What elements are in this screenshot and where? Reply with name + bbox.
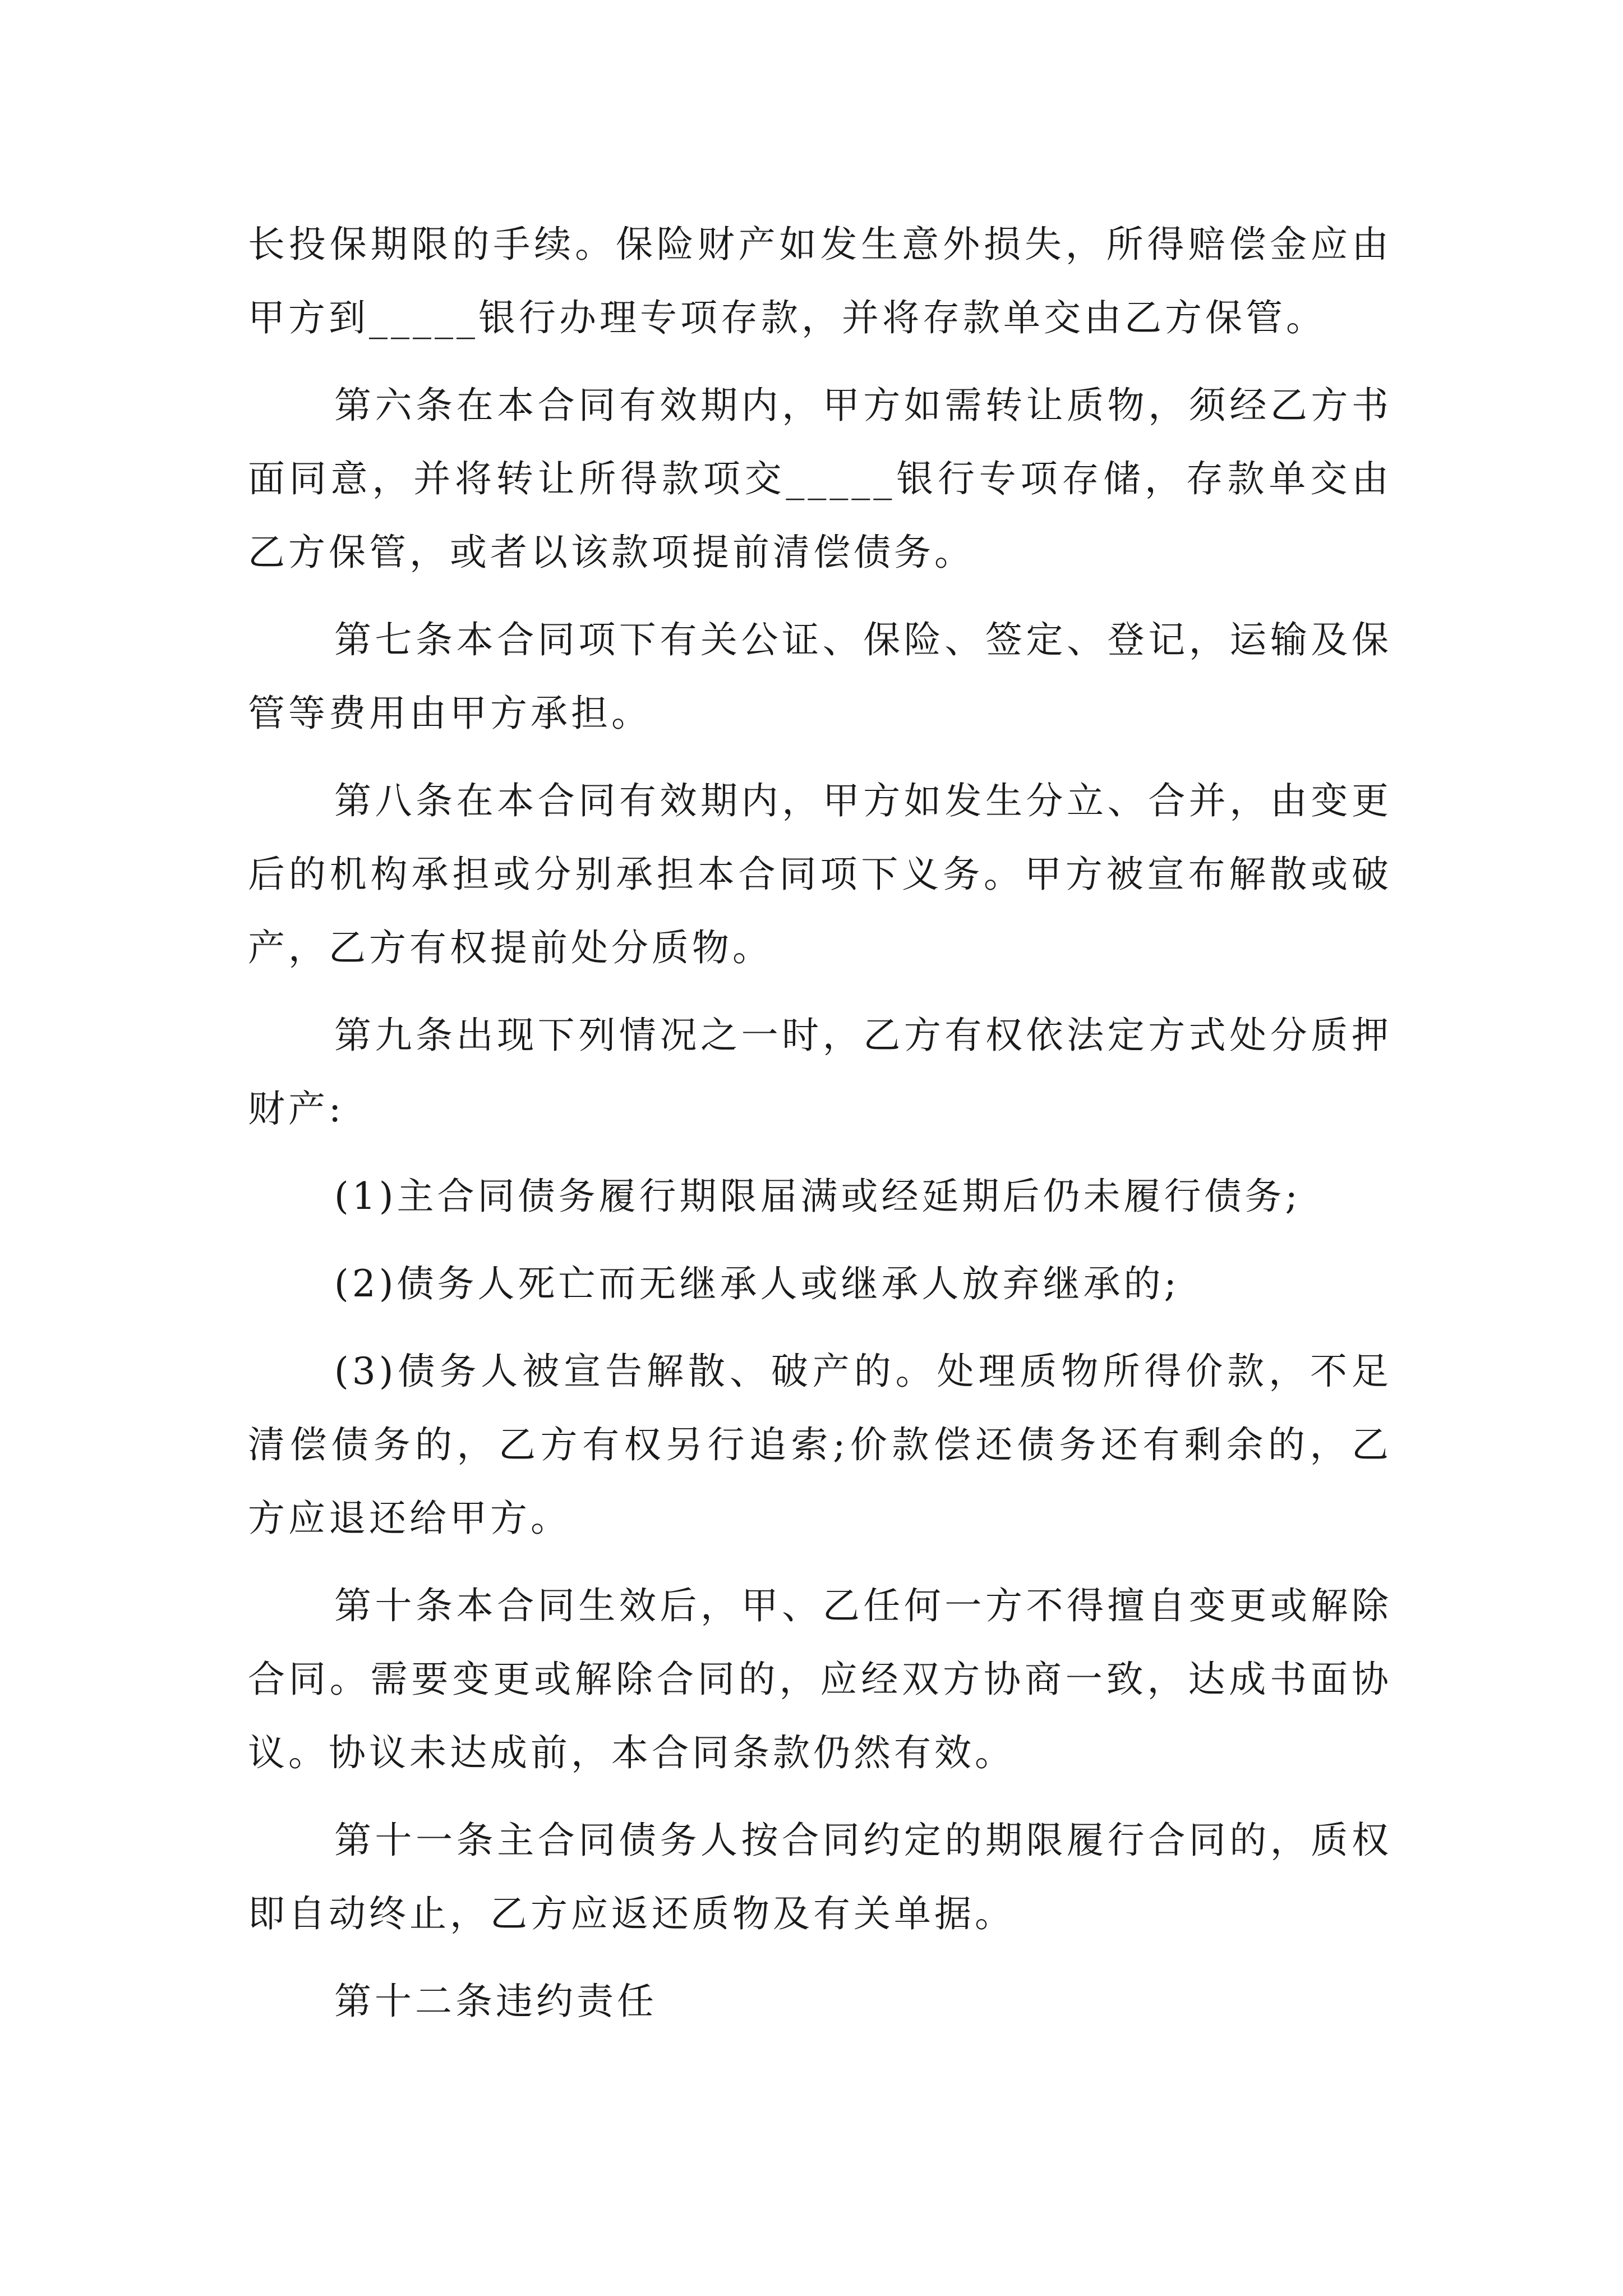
- list-item-2: (2)债务人死亡而无继承人或继承人放弃继承的;: [334, 1262, 1180, 1305]
- paragraph-article-9: 第九条出现下列情况之一时，乙方有权依法定方式处分质押财产:: [248, 1014, 1392, 1130]
- paragraph-article-12-heading: 第十二条违约责任: [334, 1980, 657, 2023]
- paragraph-article-7: 第七条本合同项下有关公证、保险、签定、登记，运输及保管等费用由甲方承担。: [248, 618, 1392, 735]
- paragraph-insurance-continuation: 长投保期限的手续。保险财产如发生意外损失，所得赔偿金应由甲方到_____银行办理专项存款，并将存款单交由乙方保管。: [248, 223, 1392, 339]
- paragraph-article-8: 第八条在本合同有效期内，甲方如发生分立、合并，由变更后的机构承担或分别承担本合同项下义务。甲方被宣布解散或破产，乙方有权提前处分质物。: [248, 779, 1392, 969]
- paragraph-article-6: 第六条在本合同有效期内，甲方如需转让质物，须经乙方书面同意，并将转让所得款项交_____银行专项存储，存款单交由乙方保管，或者以该款项提前清偿债务。: [248, 384, 1392, 574]
- list-item-3: (3)债务人被宣告解散、破产的。处理质物所得价款，不足清偿债务的，乙方有权另行追索;价款偿还债务还有剩余的，乙方应退还给甲方。: [248, 1350, 1392, 1540]
- list-item-1: (1)主合同债务履行期限届满或经延期后仍未履行债务;: [334, 1175, 1301, 1218]
- document-body: [248, 208, 1392, 2052]
- paragraph-article-11: 第十一条主合同债务人按合同约定的期限履行合同的，质权即自动终止，乙方应返还质物及有关单据。: [248, 1819, 1392, 1935]
- paragraph-article-10: 第十条本合同生效后，甲、乙任何一方不得擅自变更或解除合同。需要变更或解除合同的，应经双方协商一致，达成书面协议。协议未达成前，本合同条款仍然有效。: [248, 1584, 1392, 1774]
